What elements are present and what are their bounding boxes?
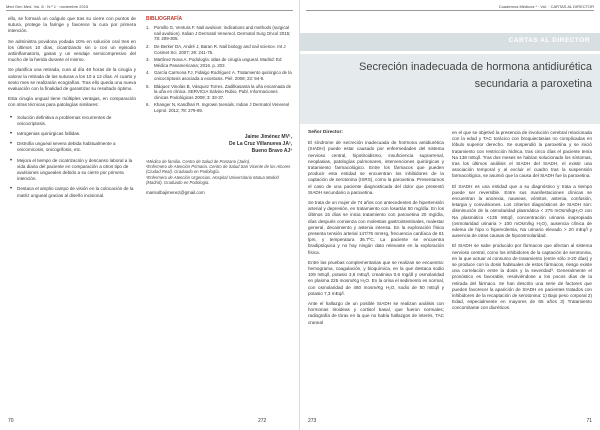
page-number-center: 273	[308, 418, 317, 424]
running-head-left: Med Gen Med. Vol. 8 · N.º 1 · noviembre 2015	[6, 4, 89, 9]
affiliation: ¹Médico de familia. Centro de Salud de Ponzano (Jaén).	[146, 158, 251, 164]
paragraph: Se administra povidona yodada 10% en solución oral tres en los últimos 10 días, cicatrizando sin o con un episodio antiinflamatorio, gasas y un vendaje semicompresivo del mucho de la herida durante el mismo.	[8, 38, 136, 63]
list-item: • Distrofia ungueal severa debida habitualmente a onicomicosis, onicogrifosis, etc.	[8, 141, 136, 153]
paragraph: Ante el hallazgo de un posible SIADH se realizan análisis con hormonas tiroideas y cortisol basal, que fueron normales; radiografía de tórax en la que no había hallazgos de interés, TAC craneal	[308, 301, 444, 325]
header-rule	[306, 10, 594, 11]
advantages-list	[8, 115, 136, 199]
right-page	[300, 0, 600, 430]
list-item: • Mejora el tiempo de cicatrización y descanso laboral a la vida diaria del paciente en comparación a otros tipo de avulsiones ungueales debido a su cierre por primera intención.	[8, 158, 136, 183]
right-col-2	[452, 130, 592, 316]
paragraph: El SIADH es una entidad que a su diagnóstico y trata a tiempo puede ser reversible. Entre sus manifestaciones clínicas se encuentran la anorexia, nauseas, vómitos, astenia, confusión, letargia y convulsiones. Los criterios diagnósticos de SIADH son: disminución de la osmolaridad plasmática < 275 mOsm/kgH₂O con Na plasmático <135 mEq/l, concentración urinaria inapropiada (osmolaridad urinaria > 100 mOsm/kg H₂O), ausencia clínica de edema de hipo o hipervolemia, Na urinario elevado > 20 mEq/l y ausencia de otras causas de hipoosmolaridad.	[452, 183, 592, 239]
author-block	[146, 134, 292, 155]
author-name: Bueno Bravo AJ³	[251, 147, 292, 154]
bib-item: 2. De Berker DA, André J, Baran R. Nail biology and nail science. Int J Cosmet Sci. 2007; 29: 241-75.	[146, 43, 286, 55]
left-col-2	[146, 16, 292, 196]
right-col-1	[308, 130, 444, 330]
left-col-1	[8, 16, 136, 203]
bib-item: 3. Martínez Nova A. Podología: atlas de cirugía ungueal. Madrid: Ed Médica Panamericana; 2016. p. 202.	[146, 57, 282, 68]
page-number-center: 272	[258, 418, 267, 424]
bibliography-heading: BIBLIOGRAFÍA	[146, 16, 183, 22]
article-title: Secreción inadecuada de hormona antidiurética secundaria a paroxetina	[359, 61, 592, 90]
bib-item: 5. Bláquez Vinolas B, Vásquez Torres. Zadilkasanta la uña encarnada de la uña en clinica. SERVICIA Salvino Rubio. Publ. Informaciones clinicas Podológicas 2009; 3: 33-37.	[146, 83, 292, 100]
paragraph: El síndrome de secreción inadecuada de hormona antidiurética (SIADH) puede estar causado por enfermedades del sistema nervioso central, hipotiroidismo, insuficiencia suprarrenal, neoplasias, patologías pulmonares, intervenciones quirúrgicas y tratamiento farmacológico. Entre los fármacos que pueden producir esta entidad se encuentran los inhibidores de la captación de serotonina (ISRS), como la paroxetina. Presentamos el caso de una paciente diagnosticada del dolor que presentó SIADH secundario a paroxetina.	[308, 140, 444, 195]
list-item: • Solución definitiva a problemas recurrentes de onicocriptosis.	[8, 115, 136, 127]
paragraph: Entre las pruebas complementarias que se realizan se encuentra: hemograma, coagulación, y bioquímica, en la que destaca sodio 109 mEq/l, potasio 3,6 mEq/l, creatinina 0,6 mg/dl y osmolaridad en plasma 225 mosm/Kg H₂O. En la orina el sedimento es normal, con osmolaridad de 460 mosm/Kg H₂O, sodio de 50 mEq/l y potasio 7,3 mEq/l.	[308, 259, 444, 296]
author-name: Jaime Jiménez MV¹,	[244, 133, 292, 140]
section-label: CARTAS AL DIRECTOR	[508, 37, 590, 44]
affiliation: ³Enfermero de Atención Urgencias. Hospital Universitario Mutua Madrid (Madrid). Graduado en Podología.	[146, 174, 279, 186]
list-item: • Destaca el amplio campo de visión en la colocación de la matriz ungueal gracias al diseño incisional.	[8, 186, 136, 198]
paragraph: El SIADH se sabe producido por fármacos que afectan al sistema nervioso central, como los inhibidores de la captación de serotonina, en la que actuar al consumo de tratamiento (entre sólo 3-20 días) y se produce con la dosis habituales de estos fármacos, riesgo existe una correlación entre la dosis y la severidad³. Generalmente el pronóstico es favorable, resolviéndose a los pocos días de la retirada del fármaco. Se han descrito una serie de factores que pueden favorecer la aparición de SIADH en pacientes tratados con inhibidores de la recaptación de serotonina: 1) Bajo peso corporal 2) Edad, especialmente en mayores de 65 años 3) Tratamiento concomitante con diuréticos.	[452, 243, 592, 311]
list-item: • Iatrogenias quirúrgicas fallidas.	[8, 131, 136, 137]
salutation: Señor Director:	[308, 130, 343, 135]
paragraph: ello, se formará un coágulo que tras su cierre con puntos de sutura, protege la faringe y favorece la cura por primera intención.	[8, 16, 136, 34]
affiliations	[146, 159, 292, 186]
paragraph: Esta cirugía ungual tiene múltiples ventajas, en comparación con otras técnicas para patologías similares:	[8, 96, 136, 108]
running-head-right: Cuadernos Médicos ¹ · Vol. · CARTAS AL DIRECTOR	[498, 4, 594, 9]
page-number: 71	[586, 418, 592, 424]
paragraph: Se planifica una retirada, cura al día 48 horas de la cirugía y valorar la retirada de las suturas a los 10 a 12 días. Al cuarto y sexto mes se realizarán ecografías. Tras ello queda una nueva evaluación con la finalidad de garantizar su resultado óptimo.	[8, 67, 136, 92]
bib-item: 6. Khanger N, Kandhari R. Ingrown toenails. Indian J Dermatol Venereol Leprol. 2012; 78: 279-89.	[146, 102, 290, 113]
bib-item: 1. Pomillo G, Ventura F. Nail avulsion: indications and methods (surgical nail avulsion). Italian J Dermatol Venereol. Dermatol Surg Oncol 2015; 78: 209-305.	[146, 25, 291, 42]
header-rule	[6, 10, 293, 11]
paragraph: Se trata de un mujer de 74 años con antecedentes de hipertensión arterial y depresión, en tratamiento con losartán 50 mg/día. En los últimos 15 días se inicia tratamiento con paroxetina 20 mg/día, días después comienza con molestias gastrointestinales, malestar general, decaimiento y astenia intensa. En la exploración física presenta tensión arterial 147/76 mmHg, frecuencia cardíaca de 81 lpm, y temperatura 36.7ºC. La paciente se encuentra bradipsíquica y no hay ningún dato relevante en la exploración física.	[308, 200, 444, 255]
page-number: 70	[8, 418, 14, 424]
author-name: De La Cruz Villanueva JA²,	[229, 140, 292, 147]
affiliation: ²Enfermero de Atención Primaria. Centro de Salud San Vicente de los Alcores (Ciudad Real). Graduado en Podología.	[146, 163, 291, 175]
paragraph: en el que se objetivó la presencia de involución cerebral relacionada con la edad y TAC torácico con broquiectasias no complicadas en lóbulo superior derecho. Se suspendió la paroxetina y se inició tratamiento con restricción hídrica, tras cinco días el paciente tenía Na 138 mEq/l. Tras dos meses se habían solucionado los síntomas, tras los últimos análisis el SIADH del SIADH, el existir una asociación temporal y al excluir el cuadro tras la suspensión farmacológica, se asumió que la causa del SIADH fue la paroxetina.	[452, 130, 592, 179]
contact-email[interactable]: marisolbajimenez@gmail.com	[146, 189, 205, 195]
bibliography-list	[146, 25, 292, 113]
bib-item: 4. García Carmona FJ, Fidalgo Rodríguez A. Tratamiento quirúrgico de la onicocriptosis asociada a exostosis. Piel. 2008; 23: 94-8.	[146, 70, 292, 81]
